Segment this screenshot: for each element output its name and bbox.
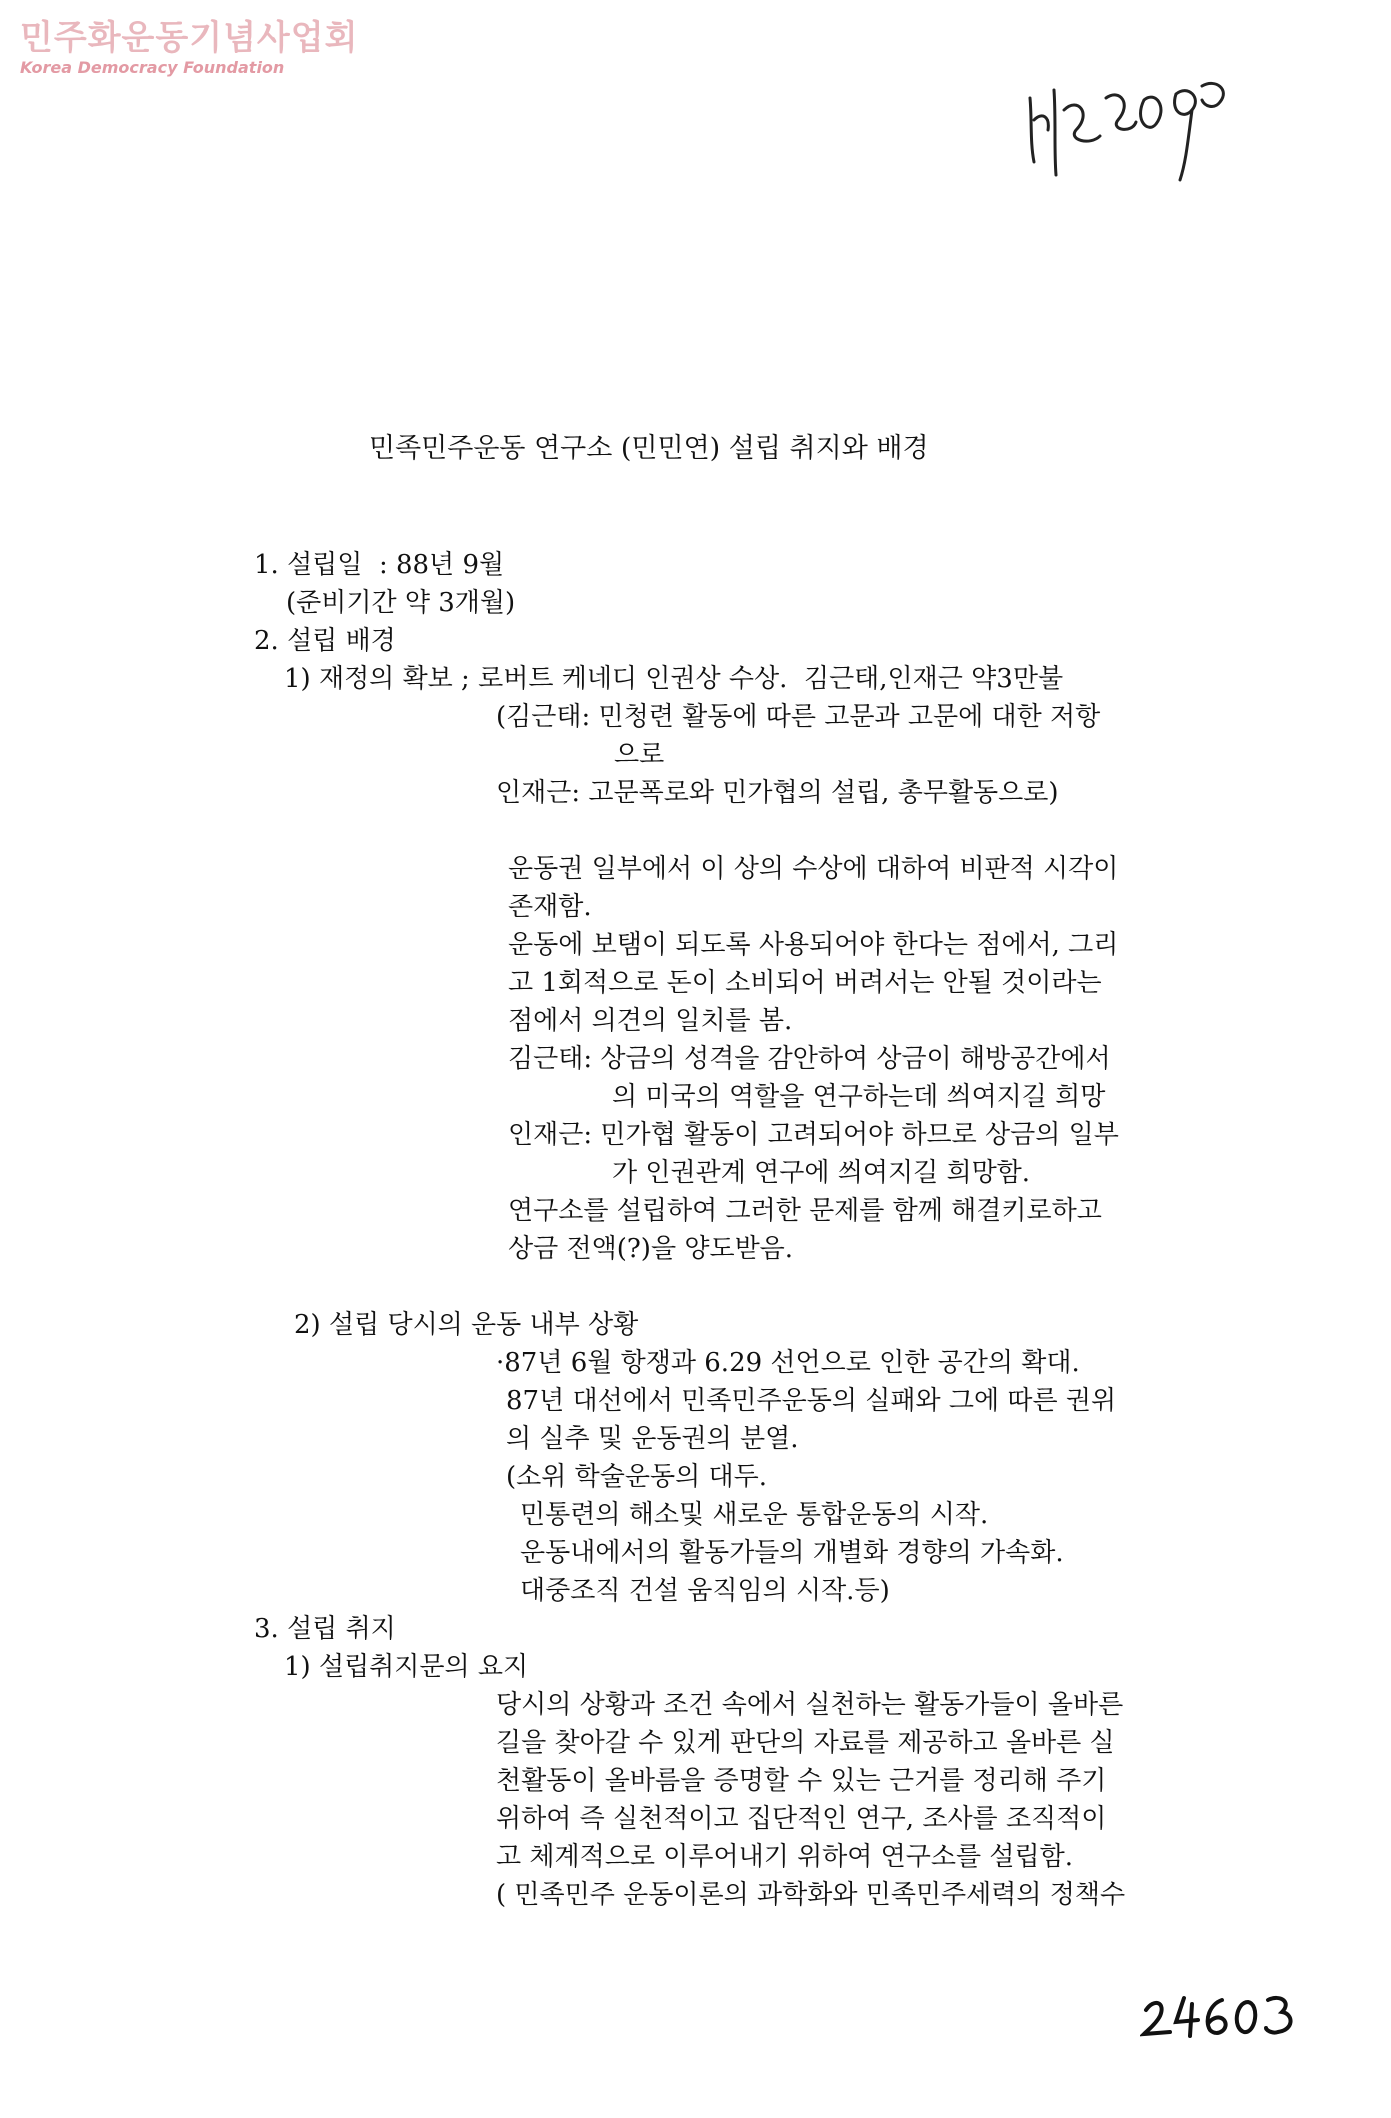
text-line: 인재근: 고문폭로와 민가협의 설립, 총무활동으로) xyxy=(496,778,1059,808)
section-1-heading: 1. 설립일 : 88년 9월 xyxy=(254,550,505,580)
text-line: 운동내에서의 활동가들의 개별화 경향의 가속화. xyxy=(520,1538,1064,1568)
text-line: 의 미국의 역할을 연구하는데 씌여지길 희망 xyxy=(612,1082,1106,1112)
text-line: ( 민족민주 운동이론의 과학화와 민족민주세력의 정책수 xyxy=(496,1880,1126,1910)
text-line: 고 1회적으로 돈이 소비되어 버려서는 안될 것이라는 xyxy=(508,968,1102,998)
watermark-korean: 민주화운동기념사업회 xyxy=(20,18,359,58)
handwritten-document-number xyxy=(1020,50,1240,190)
text-line: (김근태: 민청련 활동에 따른 고문과 고문에 대한 저항 xyxy=(496,702,1101,732)
text-line: 의 실추 및 운동권의 분열. xyxy=(506,1424,799,1454)
section-2-heading: 2. 설립 배경 xyxy=(254,626,396,656)
text-line: 대중조직 건설 움직임의 시작.등) xyxy=(520,1576,890,1606)
text-line: 길을 찾아갈 수 있게 판단의 자료를 제공하고 올바른 실 xyxy=(496,1728,1115,1758)
text-line: 87년 대선에서 민족민주운동의 실패와 그에 따른 권위 xyxy=(506,1386,1117,1416)
section-3-heading: 3. 설립 취지 xyxy=(254,1614,396,1644)
text-line: 가 인권관계 연구에 씌여지길 희망함. xyxy=(612,1158,1031,1188)
text-line: 민통련의 해소및 새로운 통합운동의 시작. xyxy=(520,1500,989,1530)
section-1-note: (준비기간 약 3개월) xyxy=(286,588,516,618)
text-line: 천활동이 올바름을 증명할 수 있는 근거를 정리해 주기 xyxy=(496,1766,1107,1796)
text-line: 고 체계적으로 이루어내기 위하여 연구소를 설립함. xyxy=(496,1842,1074,1872)
text-line: 점에서 의견의 일치를 봄. xyxy=(508,1006,793,1036)
text-line: 당시의 상황과 조건 속에서 실천하는 활동가들이 올바른 xyxy=(496,1690,1124,1720)
text-line: 운동에 보탬이 되도록 사용되어야 한다는 점에서, 그리 xyxy=(508,930,1119,960)
text-line: 상금 전액(?)을 양도받음. xyxy=(508,1234,794,1264)
section-2-item-2: 2) 설립 당시의 운동 내부 상황 xyxy=(294,1310,639,1340)
handwritten-page-number xyxy=(1140,1990,1300,2040)
text-line: ·87년 6월 항쟁과 6.29 선언으로 인한 공간의 확대. xyxy=(496,1348,1080,1378)
text-line: 김근태: 상금의 성격을 감안하여 상금이 해방공간에서 xyxy=(508,1044,1111,1074)
text-line: 인재근: 민가협 활동이 고려되어야 하므로 상금의 일부 xyxy=(508,1120,1119,1150)
text-line: 위하여 즉 실천적이고 집단적인 연구, 조사를 조직적이 xyxy=(496,1804,1107,1834)
text-line: 운동권 일부에서 이 상의 수상에 대하여 비판적 시각이 xyxy=(508,854,1119,884)
document-title: 민족민주운동 연구소 (민민연) 설립 취지와 배경 xyxy=(369,433,929,464)
text-line: 존재함. xyxy=(508,892,592,922)
section-3-item-1: 1) 설립취지문의 요지 xyxy=(284,1652,529,1682)
section-2-item-1: 1) 재정의 확보 ; 로버트 케네디 인권상 수상. 김근태,인재근 약3만불 xyxy=(284,664,1064,694)
watermark-english: Korea Democracy Foundation xyxy=(20,58,285,77)
text-line: 으로 xyxy=(614,740,665,770)
watermark xyxy=(20,18,358,78)
text-line: 연구소를 설립하여 그러한 문제를 함께 해결키로하고 xyxy=(508,1196,1102,1226)
text-line: (소위 학술운동의 대두. xyxy=(506,1462,767,1492)
